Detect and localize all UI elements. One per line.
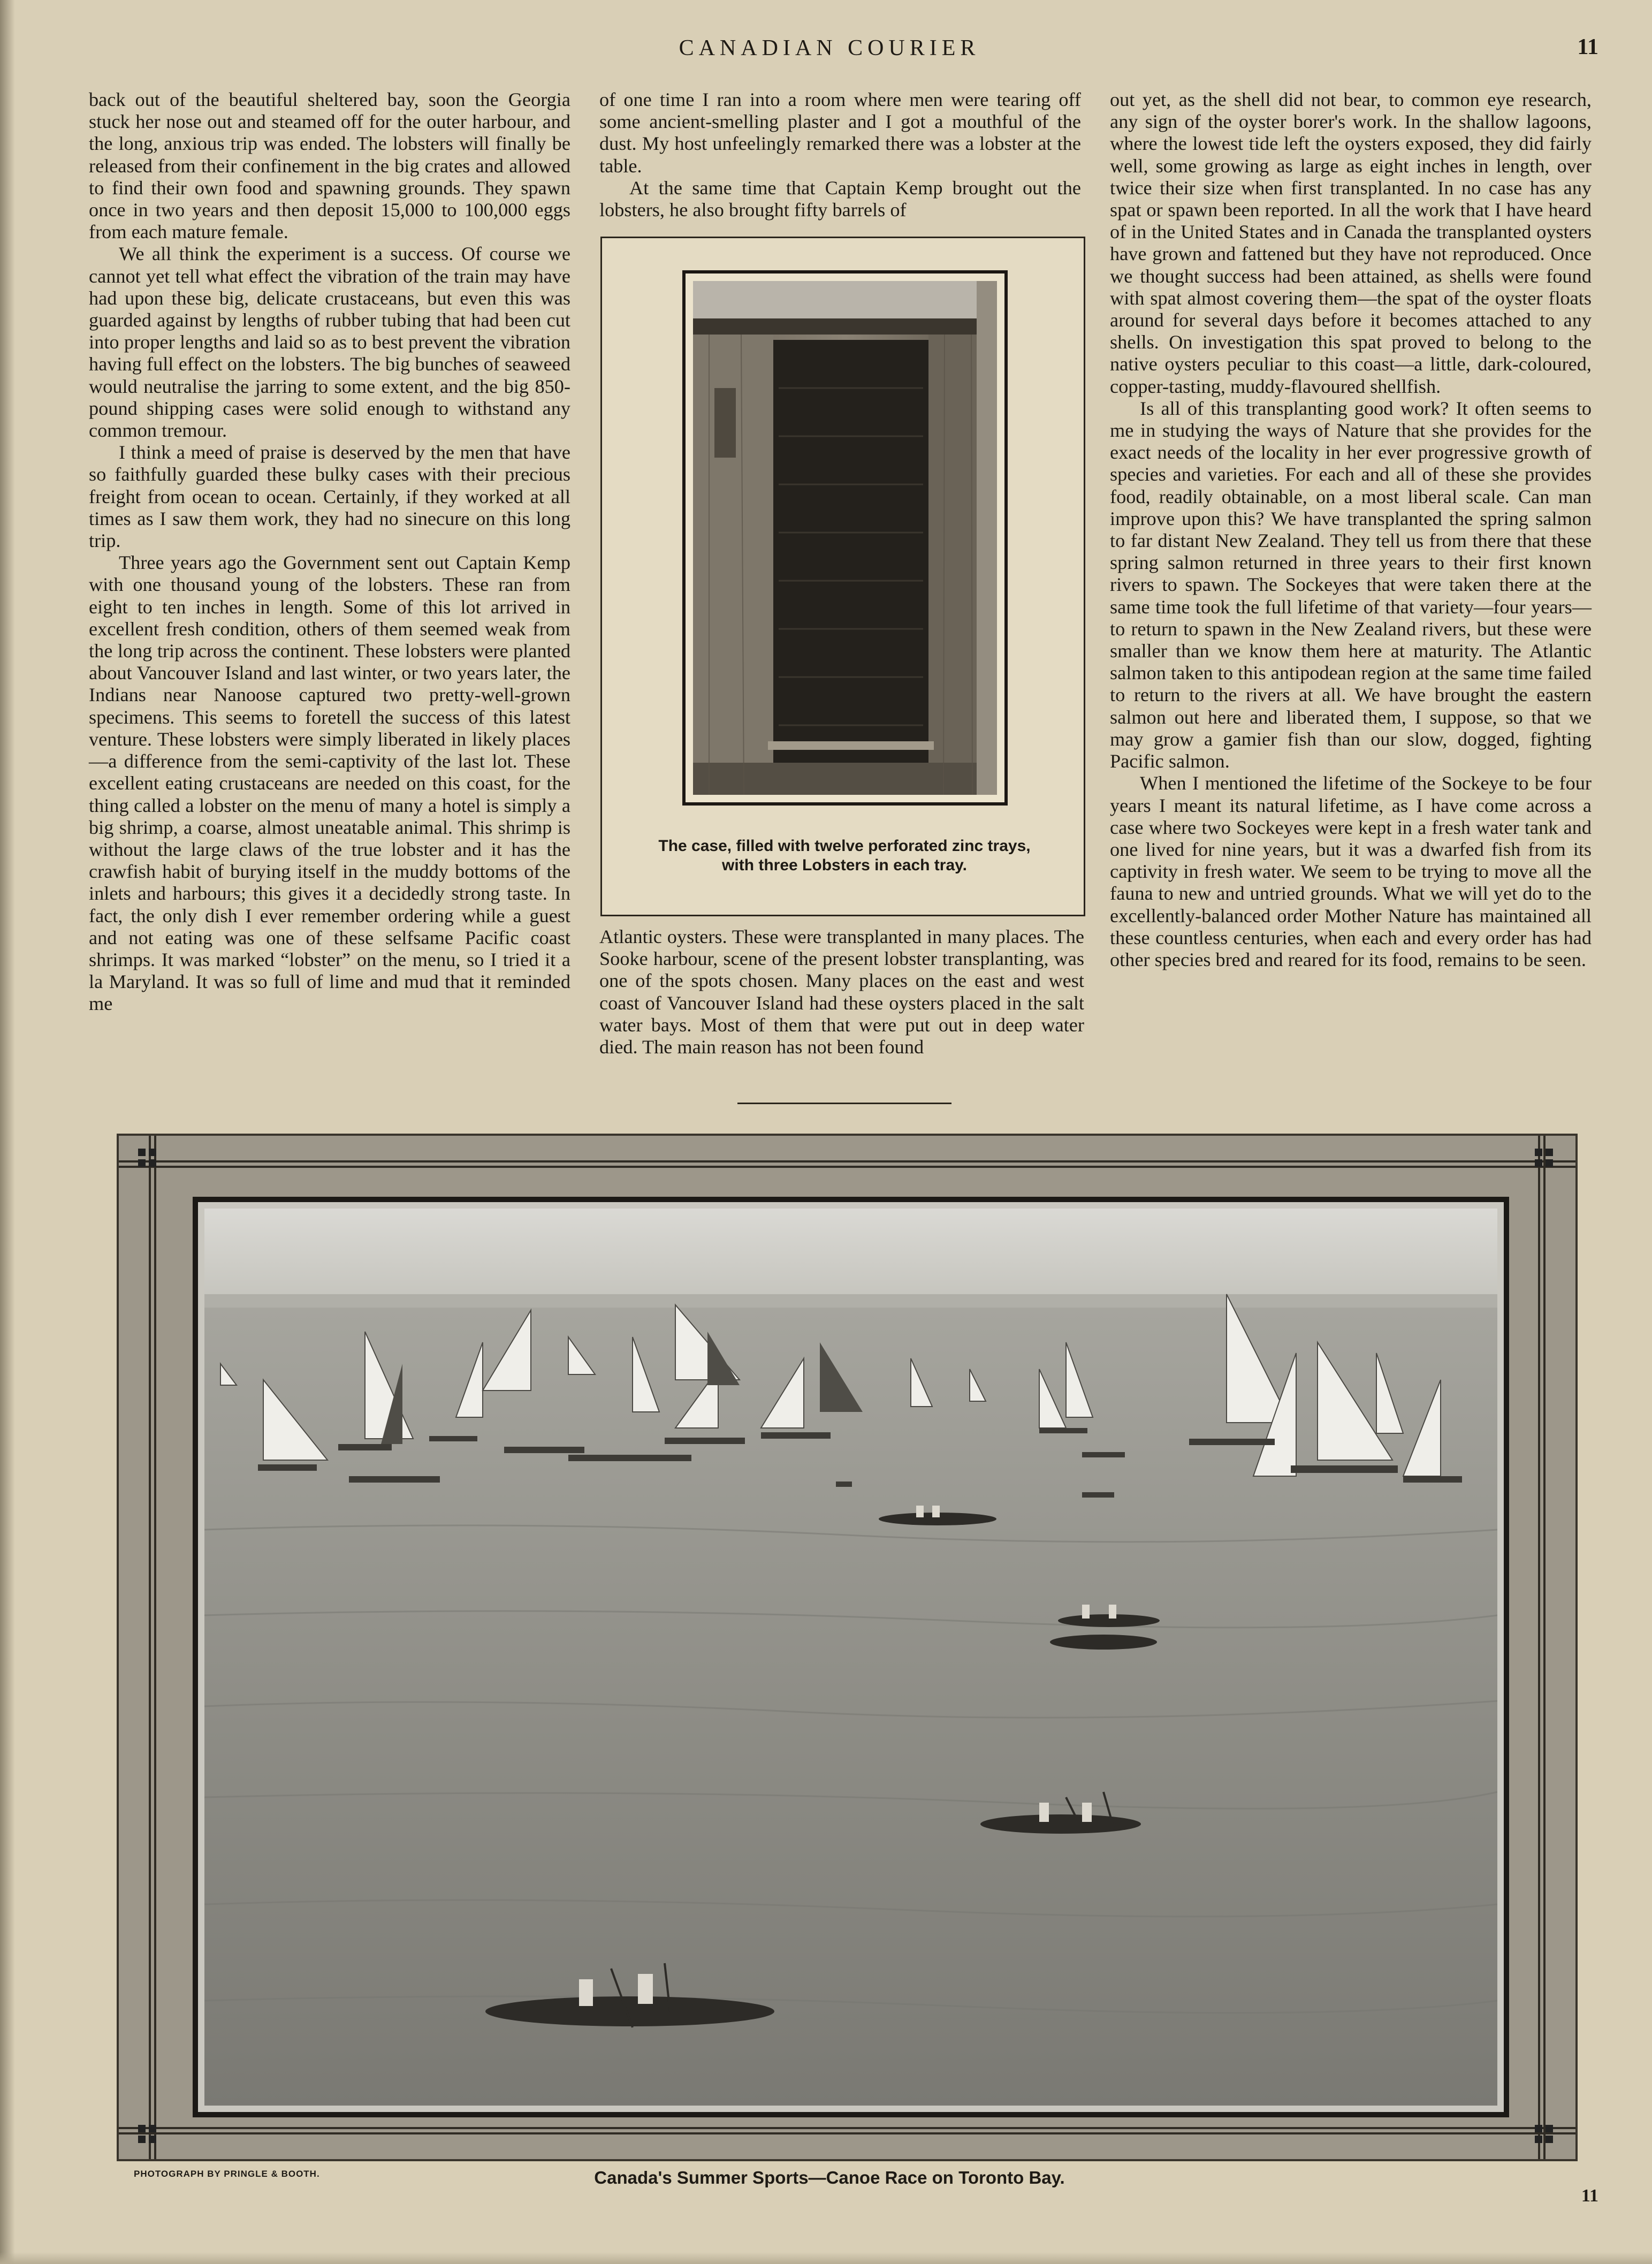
paragraph: out yet, as the shell did not bear, to common eye research, any sign of the oyster borer's work. In the shallow lagoons, where the lowest tide left the oysters exposed, they did fairly well, some growing as large as eight inches in length, over twice their size when first transplanted. In no case has any spat or spawn been reported. In all the work that I have heard of in the United States and in Canada the transplanted oysters have grown and fattened but they have not reproduced. Once we thought success had been attained, as shells were found with spat almost covering them—the spat of the oyster floats around for several days before it becomes attached to any shells. On investigation this spat proved to belong to the native oysters peculiar to this coast—a little, dark-coloured, copper-tasting, muddy-flavoured shellfish. xyxy=(1110,89,1592,397)
photo-credit: PHOTOGRAPH BY PRINGLE & BOOTH. xyxy=(134,2169,320,2179)
figure-photo-frame xyxy=(682,270,1008,806)
frame-corner-ornament xyxy=(138,2125,159,2146)
paragraph: We all think the experiment is a success. Of course we cannot yet tell what effect the vibration of the train may have had upon these big, delicate crustaceans, but even this was guarded against by lengths of rubber tubing that had been cut into proper lengths and laid so as to best prevent the vibration having full effect on the lobsters. The big bunches of seaweed would neutralise the jarring to some extent, and the big 850-pound shipping cases were solid enough to withstand any common tremour. xyxy=(89,243,570,442)
main-photo-frame xyxy=(117,1134,1578,2161)
binding-shadow xyxy=(0,0,15,2264)
frame-rule xyxy=(149,1136,151,2159)
frame-rule xyxy=(1538,1136,1540,2159)
running-title: CANADIAN COURIER xyxy=(679,36,980,60)
paragraph: I think a meed of praise is deserved by the men that have so faithfully guarded these bulky cases with their precious freight from ocean to ocean. Certainly, if they worked at all times as I saw them work, they had no sinecure on this long trip. xyxy=(89,442,570,552)
frame-rule xyxy=(119,2127,1575,2129)
bottom-shadow xyxy=(0,2252,1652,2264)
article-column-1 xyxy=(89,89,570,1015)
paragraph: At the same time that Captain Kemp brought out the lobsters, he also brought fifty barrels of xyxy=(599,177,1081,221)
article-column-2-continued xyxy=(599,926,1084,1058)
article-column-2 xyxy=(599,89,1081,221)
lobster-case-photo xyxy=(693,281,997,795)
paragraph: When I mentioned the lifetime of the Sockeye to be four years I meant its natural lifetime, as I have come across a case where two Sockeyes were kept in a fresh water tank and one lived for nine years, but it was a dwarfed fish from its captivity in fresh water. We seem to be trying to move all the fauna to new and untried grounds. What we will yet do to the excellently-balanced order Mother Nature has maintained all these countless centuries, when each and every order has had other species bred and reared for its food, remains to be seen. xyxy=(1110,772,1592,970)
frame-rule xyxy=(1543,1136,1546,2159)
frame-corner-ornament xyxy=(1535,2125,1556,2146)
article-column-3 xyxy=(1110,89,1592,971)
page-number: 11 xyxy=(1577,35,1598,59)
figure-box xyxy=(600,237,1085,916)
section-divider xyxy=(737,1103,951,1104)
frame-rule xyxy=(119,2132,1575,2134)
paragraph: back out of the beautiful sheltered bay, soon the Georgia stuck her nose out and steamed off for the outer harbour, and the long, anxious trip was ended. The lobsters will finally be released from their confinement in the big crates and allowed to find their own food and spawning grounds. They spawn once in two years and then deposit 15,000 to 100,000 eggs from each mature female. xyxy=(89,89,570,243)
paragraph: Three years ago the Government sent out Captain Kemp with one thousand young of the lobsters. These ran from eight to ten inches in length. Some of this lot arrived in excellent fresh condition, others of them seemed weak from the long trip across the continent. These lobsters were planted about Vancouver Island and last winter, or two years later, the Indians near Nanoose captured two pretty-well-grown specimens. This seems to foretell the success of this latest venture. These lobsters were simply liberated in likely places—a difference from the semi-captivity of the last lot. These excellent eating crustaceans are needed on this coast, for the thing called a lobster on the menu of many a hotel is simply a big shrimp, a coarse, almost uneatable animal. This shrimp is without the large claws of the true lobster and it has the crawfish habit of burying itself in the muddy bottoms of the inlets and harbours; this gives it a decidedly strong taste. In fact, the only dish I ever remember ordering while a guest and not eating was one of these selfsame Pacific coast shrimps. It was marked “lobster” on the menu, so I tried it a la Maryland. It was so full of lime and mud that it reminded me xyxy=(89,552,570,1015)
frame-rule xyxy=(154,1136,156,2159)
footer-page-number: 11 xyxy=(1581,2186,1598,2206)
frame-rule xyxy=(119,1166,1575,1168)
paragraph: of one time I ran into a room where men were tearing off some ancient-smelling plaster and I got a mouthful of the dust. My host unfeelingly remarked there was a lobster at the table. xyxy=(599,89,1081,177)
frame-rule xyxy=(119,1160,1575,1163)
photo-caption: Canada's Summer Sports—Canoe Race on Toronto Bay. xyxy=(594,2168,1065,2187)
figure-caption: The case, filled with twelve perforated zinc trays, with three Lobsters in each tray. xyxy=(658,837,1031,874)
frame-corner-ornament xyxy=(1535,1149,1556,1170)
canoe-race-photo-border xyxy=(193,1197,1509,2117)
canoe-race-photo xyxy=(204,1209,1497,2106)
paragraph: Atlantic oysters. These were transplanted in many places. The Sooke harbour, scene of the present lobster transplanting, was one of the spots chosen. Many places on the east and west coast of Vancouver Island had these oysters placed in the salt water bays. Most of them that were put out in deep water died. The main reason has not been found xyxy=(599,926,1084,1058)
paragraph: Is all of this transplanting good work? It often seems to me in studying the ways of Nature that she provides for the exact needs of the locality in her ever progressive growth of species and varieties. For each and all of these she provides food, readily obtainable, on a most liberal scale. Can man improve upon this? We have transplanted the spring salmon to far distant New Zealand. They tell us from there that these spring salmon returned in three years to their first known rivers to spawn. The Sockeyes that were taken there at the same time took the full lifetime of that variety—four years—to return to spawn in the New Zealand rivers, but these were smaller than we know them here at maturity. The Atlantic salmon taken to this antipodean region at the same time failed to return to the rivers at all. We have brought the eastern salmon out here and liberated them, I suppose, so that we may grow a gamier fish than our slow, dogged, fighting Pacific salmon. xyxy=(1110,397,1592,772)
frame-corner-ornament xyxy=(138,1149,159,1170)
